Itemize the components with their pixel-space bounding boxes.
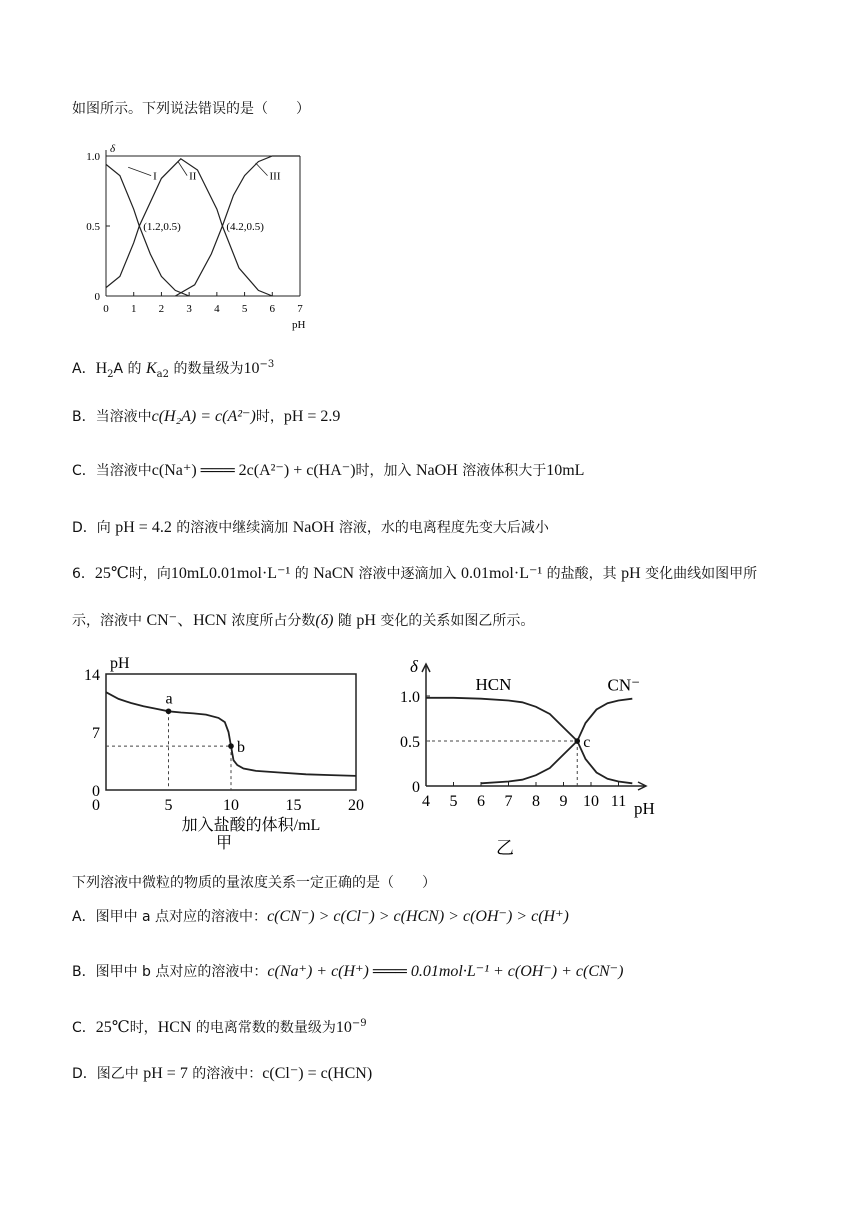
x-axis-label: pH	[292, 319, 306, 331]
fraction-curve-2	[481, 699, 632, 784]
x-tick-label: 2	[158, 303, 165, 315]
x-tick-label: 5	[241, 303, 248, 315]
y-tick-label: 1.0	[86, 151, 100, 163]
q5-option-c[interactable]: C．当溶液中c(Na⁺) ═══ 2c(A²⁻) + c(HA⁻)时，加入 NaOH 溶液体积大于10mL	[72, 462, 585, 479]
curve-label-leader	[178, 162, 187, 176]
x-tick-label: 20	[348, 797, 364, 814]
y-axis-symbol: δ	[110, 143, 116, 155]
x-tick-label: 8	[532, 793, 540, 810]
curve-label-leader	[256, 163, 268, 176]
y-tick-label: 0	[94, 291, 100, 303]
point-a-label: a	[165, 690, 173, 708]
point-b-label: b	[237, 739, 245, 757]
x-tick-label: 5	[164, 797, 173, 814]
titration-curve	[106, 692, 356, 776]
series-cn-label: CN⁻	[607, 675, 641, 695]
x-axis-label: 加入盐酸的体积/mL	[181, 817, 321, 834]
y-axis-label: δ	[410, 657, 418, 676]
x-tick-label: 3	[186, 303, 192, 315]
y-tick-label: 1.0	[400, 689, 420, 706]
q5-option-a[interactable]: A．$H_2A$ 的 $K_{a2}$ 的数量级为$10^{-3}$	[72, 359, 275, 380]
x-tick-label: 0	[103, 303, 109, 315]
y-tick-label: 14	[84, 667, 100, 684]
x-tick-label: 7	[297, 303, 303, 315]
x-tick-label: 4	[422, 793, 430, 810]
point-a-marker	[166, 708, 172, 714]
x-tick-label: 7	[504, 793, 513, 810]
q6-option-c[interactable]: C．25℃时，HCN 的电离常数的数量级为$10^{-9}$	[72, 1018, 367, 1036]
q6-option-d[interactable]: D．图乙中 pH = 7 的溶液中：c(Cl⁻) = c(HCN)	[72, 1065, 373, 1082]
point-b-marker	[228, 743, 234, 749]
point-c-label: c	[583, 734, 591, 751]
x-tick-label: 11	[610, 793, 627, 810]
y-tick-label: 0	[412, 779, 420, 796]
q5-option-d[interactable]: D．向 pH = 4.2 的溶液中继续滴加 NaOH 溶液，水的电离程度先变大后减小	[72, 519, 549, 536]
x-tick-label: 1	[130, 303, 137, 315]
curve-label: I	[153, 170, 157, 183]
series-hcn-label: HCN	[475, 674, 512, 694]
chart-caption: 甲	[216, 835, 233, 852]
y-tick-label: 0.5	[86, 221, 100, 233]
fraction-chart	[378, 646, 678, 866]
x-tick-label: 10	[583, 793, 599, 810]
x-axis-label: pH	[634, 799, 655, 818]
x-tick-label: 4	[214, 303, 220, 315]
curve-label: II	[189, 170, 197, 183]
x-tick-label: 5	[449, 793, 458, 810]
point-c-marker	[574, 738, 580, 744]
curve-label: III	[269, 170, 281, 183]
x-tick-label: 10	[223, 797, 239, 814]
x-tick-label: 9	[559, 793, 568, 810]
q5-stem: 如图所示。下列说法错误的是（ ）	[72, 101, 310, 117]
x-tick-label: 6	[269, 303, 276, 315]
q6-option-a[interactable]: A．图甲中 a 点对应的溶液中：c(CN⁻) > c(Cl⁻) > c(HCN) > c(OH⁻) > c(H⁺)	[72, 908, 569, 925]
point-2-label: (4.2,0.5)	[226, 221, 264, 233]
q5-option-b[interactable]: B．当溶液中c(H₂A) = c(A²⁻)时，pH = 2.9	[72, 408, 341, 425]
curve-label-leader	[128, 167, 151, 175]
point-1-label: (1.2,0.5)	[143, 221, 181, 233]
titration-chart	[78, 646, 378, 866]
x-origin-label: 0	[92, 797, 100, 814]
y-axis-label: pH	[110, 655, 130, 672]
q6-text-line2: 示，溶液中 CN⁻、HCN 浓度所占分数(δ) 随 pH 变化的关系如图乙所示。	[72, 612, 535, 629]
q5-distribution-chart	[78, 138, 318, 338]
q6-stem2: 下列溶液中微粒的物质的量浓度关系一定正确的是（ ）	[72, 875, 436, 891]
q6-text-line1: 6．25℃时，向10mL0.01mol·L⁻¹ 的 NaCN 溶液中逐滴加入 0.01mol·L⁻¹ 的盐酸，其 pH 变化曲线如图甲所	[72, 565, 758, 582]
y-tick-label: 0.5	[400, 734, 420, 751]
chart-caption: 乙	[496, 838, 514, 858]
x-tick-label: 6	[477, 793, 485, 810]
x-tick-label: 15	[285, 797, 302, 814]
y-tick-label: 0	[92, 783, 100, 800]
q6-option-b[interactable]: B．图甲中 b 点对应的溶液中：c(Na⁺) + c(H⁺) ═══ 0.01mol·L⁻¹ + c(OH⁻) + c(CN⁻)	[72, 963, 624, 980]
y-tick-label: 7	[92, 725, 100, 742]
